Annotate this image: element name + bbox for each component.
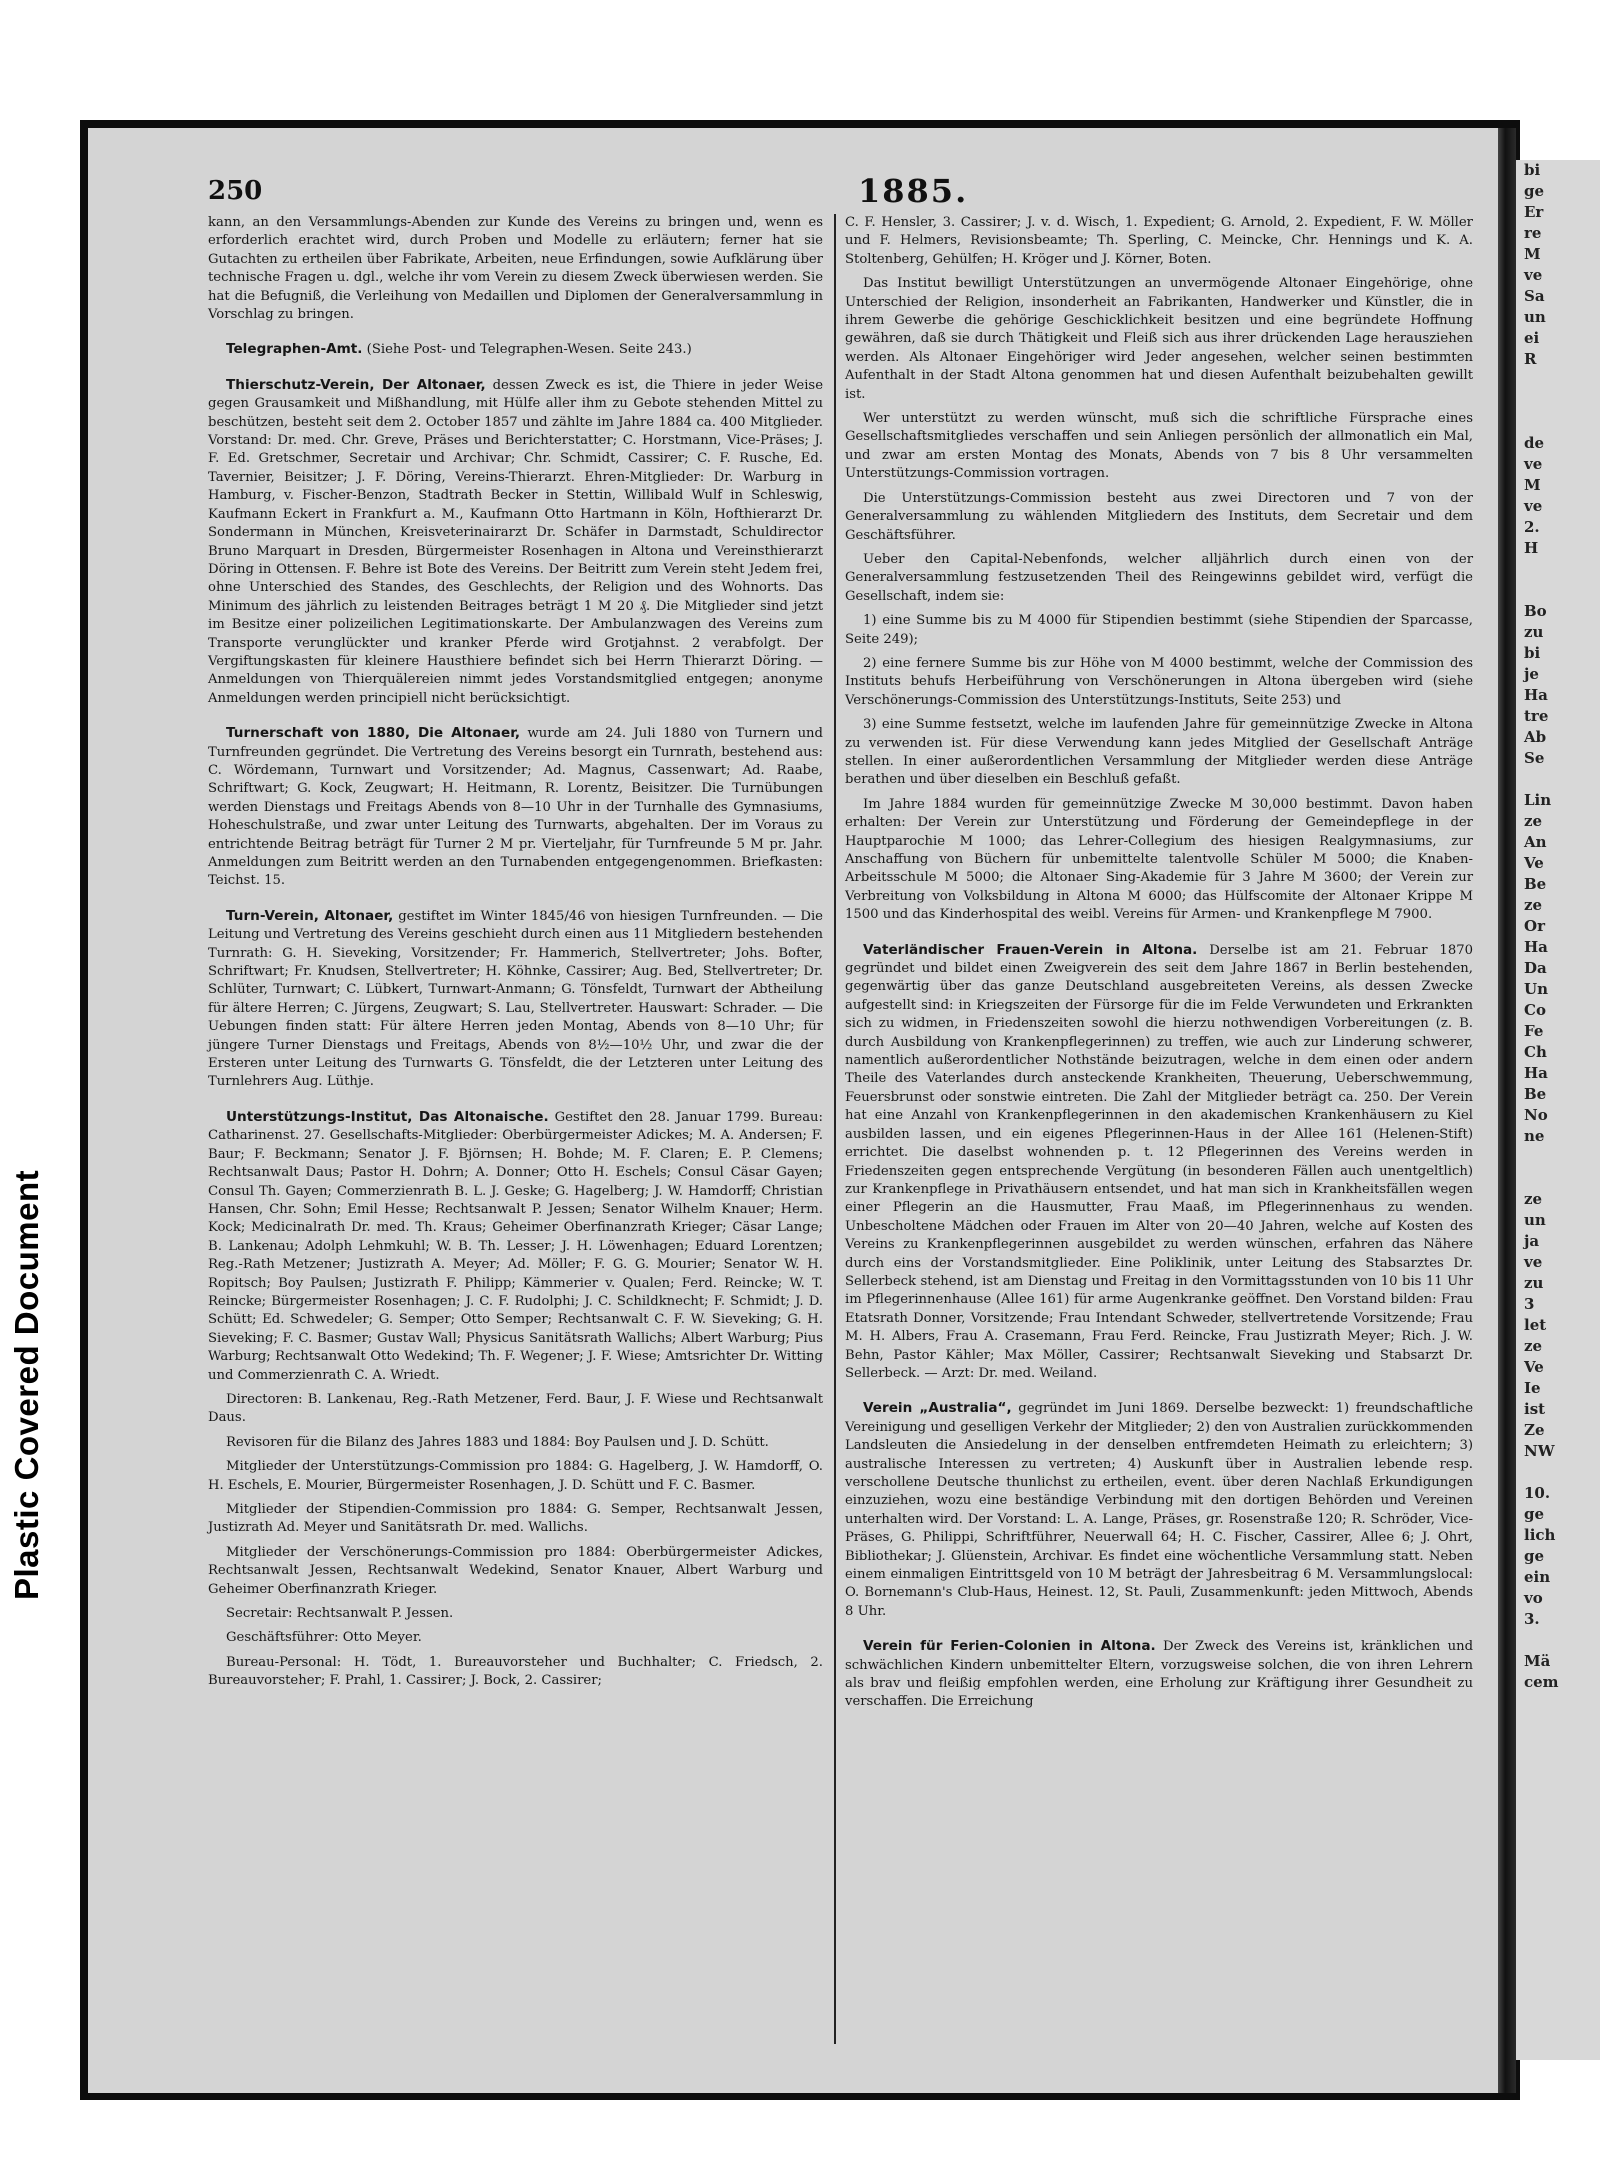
adjacent-page-fragment: ja [1524, 1232, 1540, 1250]
adjacent-page-fragment: ve [1524, 455, 1543, 473]
adjacent-page-fragment: ve [1524, 497, 1543, 515]
paragraph [845, 551, 1473, 606]
entry-text: Secretair: Rechtsanwalt P. Jessen. [226, 1606, 454, 1622]
adjacent-page-fragment: je [1524, 665, 1539, 683]
paragraph [208, 1654, 823, 1691]
entry-text: Mitglieder der Unterstützungs-Commission pro 1884: G. Hagelberg, J. W. Hamdorff, O. H. Eschels, E. Mourier, Bürgermeister Rosenhagen, J. D. Schütt und F. C. Basmer. [208, 1459, 823, 1493]
entry-heading: Telegraphen-Amt. [226, 341, 363, 358]
adjacent-page-fragment: ist [1524, 1400, 1546, 1418]
paragraph [845, 716, 1473, 790]
entry-text: Directoren: B. Lankenau, Reg.-Rath Metzener, Ferd. Baur, J. F. Wiese und Rechtsanwalt Daus. [208, 1391, 823, 1426]
adjacent-page-fragment [1516, 1630, 1600, 1651]
adjacent-page-fragment: Ie [1524, 1379, 1541, 1397]
adjacent-page-fragment: Or [1524, 917, 1545, 935]
paragraph [208, 724, 823, 891]
entry-text: Mitglieder der Stipendien-Commission pro 1884: G. Semper, Rechtsanwalt Jessen, Justizrath Ad. Meyer und Sanitätsrath Dr. med. Wallichs. [208, 1502, 823, 1536]
page-header [208, 172, 1458, 216]
adjacent-page-fragment: ge [1524, 182, 1545, 200]
adjacent-page-fragment [1516, 1147, 1600, 1168]
adjacent-page-fragment: 2. [1524, 518, 1540, 536]
paragraph [845, 275, 1473, 404]
document-page [88, 128, 1498, 2093]
entry-heading: Verein für Ferien-Colonien in Altona. [863, 1638, 1156, 1655]
adjacent-page-fragment: ne [1524, 1127, 1545, 1145]
adjacent-page-fragment [1516, 370, 1600, 391]
adjacent-page-fragment: Ha [1524, 938, 1548, 956]
right-column [845, 214, 1473, 1718]
adjacent-page-fragment: Ve [1524, 854, 1544, 872]
adjacent-page-fragment: ze [1524, 1337, 1543, 1355]
paragraph [208, 340, 823, 359]
entry-text: Ueber den Capital-Nebenfonds, welcher alljährlich durch einen von der Generalversammlung festzusetzenden Theil des Reingewinns gebildet wird, verfügt die Gesellschaft, indem sie: [845, 551, 1473, 604]
entry-text: Das Institut bewilligt Unterstützungen an unvermögende Altonaer Eingehörige, ohne Unterschied der Religion, insonderheit an Fabrikanten, Handwerker und Künstler, die in ihrem Gewerbe die gehörige Geschicklichkeit besitzen und eine begründete Hoffnung gewähren, daß sie durch Thätigkeit und Fleiß sich aus ihrer drückenden Lage herausziehen werden. Als Altonaer Eingehöriger wird Jeder angesehen, welcher seinen bestimmten Aufenthalt in der Stadt Altona genommen hat und diesen Aufenthalt beizubehalten gewillt ist. [845, 276, 1473, 402]
paragraph [845, 655, 1473, 710]
entry-text: Wer unterstützt zu werden wünscht, muß sich die schriftliche Fürsprache eines Gesellschaftsmitgliedes verschaffen und sein Anliegen persönlich der allmonatlich ein Mal, und zwar am ersten Montag des Monats, Abends von 7 bis 8 Uhr versammelten Unterstützungs-Commission vortragen. [845, 411, 1473, 482]
adjacent-page-edge [1516, 160, 1600, 2060]
adjacent-page-fragment: 3 [1524, 1295, 1535, 1313]
adjacent-page-fragment [1516, 1462, 1600, 1483]
adjacent-page-fragment: Er [1524, 203, 1544, 221]
paragraph [845, 1637, 1473, 1712]
adjacent-page-fragment: Ch [1524, 1043, 1547, 1061]
adjacent-page-fragment: vo [1524, 1589, 1543, 1607]
page-number: 250 [208, 176, 263, 206]
adjacent-page-fragment: Da [1524, 959, 1547, 977]
adjacent-page-fragment: Lin [1524, 791, 1552, 809]
paragraph [208, 1391, 823, 1428]
adjacent-page-fragment: Mä [1524, 1652, 1551, 1670]
entry-text: Geschäftsführer: Otto Meyer. [226, 1630, 422, 1646]
adjacent-page-fragment: H [1524, 539, 1539, 557]
paragraph [845, 410, 1473, 484]
paragraph [845, 796, 1473, 925]
paragraph [208, 1458, 823, 1495]
adjacent-page-fragment: lich [1524, 1526, 1556, 1544]
adjacent-page-fragment: ze [1524, 896, 1543, 914]
entry-text: Gestiftet den 28. Januar 1799. Bureau: Catharinenst. 27. Gesellschafts-Mitglieder: Oberbürgermeister Adickes; M. A. Andersen; F. Baur; F. Beckmann; Senator J. F. Björnsen; H. Bohde; M. F. Claren; E. P. Clemens; Rechtsanwalt Daus; Pastor H. Dohrn; A. Donner; Otto H. Eschels; Consul Cäsar Gayen; Consul Th. Gayen; Commerzienrath B. L. J. Geske; G. Hagelberg; J. W. Hamdorff; Christian Hansen, Chr. Sohn; Emil Hesse; Rechtsanwalt P. Jessen; Senator Wilhelm Knauer; Herm. Kock; Medicinalrath Dr. med. Th. Kraus; Geheimer Oberfinanzrath Krieger; Cäsar Lange; B. Lankenau; Adolph Lehmkuhl; W. B. Th. Lesser; J. H. Löwenhagen; Eduard Lorentzen; Reg.-Rath Metzener; Justizrath A. Meyer; Ad. Möller; F. G. G. Mourier; Senator W. H. Ropitsch; Boy Paulsen; Justizrath F. Philipp; Kämmerier v. Qualen; Ferd. Reincke; W. T. Reincke; Bürgermeister Rosenhagen; J. C. F. Rudolphi; J. C. Schildknecht; F. Schmidt; J. D. Schütt; Ed. Schwedeler; G. Semper; Otto Semper; Rechtsanwalt C. F. W. Sieveking; G. H. Sieveking; F. C. Basmer; Gustav Wall; Physicus Sanitätsrath Wallichs; Albert Warburg; Pius Warburg; Rechtsanwalt Otto Wedekind; Th. F. Wegener; J. F. Wiese; Amtsrichter Dr. Witting und Commerzienrath C. A. Wriedt. [208, 1109, 823, 1383]
paragraph [208, 1544, 823, 1599]
entry-heading: Vaterländischer Frauen-Verein in Altona. [863, 941, 1198, 958]
adjacent-page-fragment: re [1524, 224, 1542, 242]
adjacent-page-fragment: Un [1524, 980, 1548, 998]
book-gutter [1498, 128, 1516, 2093]
paragraph [208, 1605, 823, 1623]
adjacent-page-fragment: ge [1524, 1505, 1545, 1523]
page-year: 1885. [858, 172, 969, 210]
entry-heading: Verein „Australia“, [863, 1400, 1012, 1417]
entry-text: kann, an den Versammlungs-Abenden zur Kunde des Vereins zu bringen und, wenn es erforderlich erachtet wird, durch Proben und Modelle zu erläutern; ferner hat sie Gutachten zu ertheilen über Fabrikate, Arbeiten, neue Erfindungen, sowie Aufklärung über technische Fragen u. dgl., welche ihr vom Verein zu diesem Zweck überwiesen werden. Sie hat die Befugniß, die Verleihung von Medaillen und Diplomen der Generalversammlung in Vorschlag zu bringen. [208, 215, 823, 323]
adjacent-page-fragment: Co [1524, 1001, 1546, 1019]
adjacent-page-fragment [1516, 1168, 1600, 1189]
adjacent-page-fragment: ei [1524, 329, 1540, 347]
adjacent-page-fragment: Ha [1524, 686, 1548, 704]
paragraph [208, 376, 823, 708]
adjacent-page-fragment: un [1524, 308, 1546, 326]
adjacent-page-fragment: zu [1524, 623, 1544, 641]
entry-text: (Siehe Post- und Telegraphen-Wesen. Seite 243.) [366, 342, 692, 358]
adjacent-page-fragment: M [1524, 476, 1541, 494]
adjacent-page-fragment [1516, 559, 1600, 580]
adjacent-page-fragment: Bo [1524, 602, 1547, 620]
adjacent-page-fragment: 10. [1524, 1484, 1551, 1502]
entry-text: Revisoren für die Bilanz des Jahres 1883 und 1884: Boy Paulsen und J. D. Schütt. [226, 1434, 769, 1450]
paragraph [208, 1434, 823, 1452]
adjacent-page-fragment: let [1524, 1316, 1547, 1334]
entry-heading: Thierschutz-Verein, Der Altonaer, [226, 376, 486, 393]
entry-text: 3) eine Summe festsetzt, welche im laufenden Jahre für gemeinnützige Zwecke in Altona zu verwenden ist. Für diese Verwendung kann jedes Mitglied der Gesellschaft Anträge stellen. In einer außerordentlichen Versammlung der Mitglieder werden diese Anträge berathen und über dieselben ein Beschluß gefaßt. [845, 717, 1473, 788]
entry-text: dessen Zweck es ist, die Thiere in jeder Weise gegen Grausamkeit und Mißhandlung, mit Hülfe aller ihm zu Gebote stehenden Mittel zu beschützen, besteht seit dem 2. October 1857 und zählte im Jahre 1884 ca. 400 Mitglieder. Vorstand: Dr. med. Chr. Greve, Präses und Berichterstatter; C. Horstmann, Vice-Präses; J. F. Ed. Gretschmer, Secretair und Archivar; Chr. Schmidt, Cassirer; C. F. Rusche, Ed. Tavernier, Beisitzer; J. F. Döring, Vereins-Thierarzt. Ehren-Mitglieder: Dr. Warburg in Hamburg, v. Fischer-Benzon, Stadtrath Becker in Stettin, Willibald Wulf in Schleswig, Kaufmann Eckert in Frankfurt a. M., Kaufmann Otto Hartmann in Köln, Hofthierarzt Dr. Sondermann in München, Kreisveterinairarzt Dr. Schäfer in Darmstadt, Schuldirector Bruno Marquart in Dresden, Bürgermeister Rosenhagen in Altona und Vereinsthierarzt Döring in Ottensen. F. Behre ist Bote des Vereins. Der Beitritt zum Verein steht Jedem frei, ohne Unterschied des Standes, des Geschlechts, der Religion und des Wohnorts. Das Minimum des jährlich zu leistenden Beitrages beträgt 1 M 20 ₰. Die Mitglieder sind jetzt im Besitze einer polizeilichen Legitimationskarte. Der Ambulanzwagen des Vereins zum Transporte verunglückter und kranker Pferde wird Grotjahnst. 2 verabfolgt. Der Vergiftungskasten für kleinere Hausthiere befindet sich bei Herrn Thierarzt Döring. — Anmeldungen von Thierquälereien nimmt jedes Vorstandsmitglied entgegen; anonyme Anmeldungen werden principiell nicht berücksichtigt. [208, 377, 824, 706]
adjacent-page-fragment: ve [1524, 266, 1543, 284]
adjacent-page-fragment: M [1524, 245, 1541, 263]
adjacent-page-fragment: bi [1524, 161, 1541, 179]
adjacent-page-fragment: ze [1524, 1190, 1543, 1208]
paragraph [845, 490, 1473, 545]
entry-text: C. F. Hensler, 3. Cassirer; J. v. d. Wisch, 1. Expedient; G. Arnold, 2. Expedient, F. W. Möller und F. Helmers, Revisionsbeamte; Th. Sperling, C. Meincke, Chr. Hennings und K. A. Stoltenberg, Gehülfen; H. Kröger und J. Körner, Boten. [845, 215, 1473, 267]
adjacent-page-fragment: ein [1524, 1568, 1551, 1586]
adjacent-page-fragment: R [1524, 350, 1537, 368]
paragraph [208, 1108, 823, 1385]
entry-text: 1) eine Summe bis zu M 4000 für Stipendien bestimmt (siehe Stipendien der Sparcasse, Seite 249); [845, 613, 1473, 647]
entry-text: Derselbe ist am 21. Februar 1870 gegründet und bildet einen Zweigverein des seit dem Jahre 1867 in Berlin bestehenden, gegenwärtig über das ganze Deutschland ausgebreiteten Vereins, als dessen Zwecke aufgestellt sind: in Kriegszeiten der Fürsorge für die im Felde Verwundeten und Erkrankten sich zu widmen, in Friedenszeiten sowohl die hierzu nothwendigen Vorbereitungen (z. B. durch Ausbildung von Krankenpflegerinnen) zu treffen, wie auch zur Linderung schwerer, namentlich außerordentlicher Nothstände beizutragen, welche in dem einen oder andern Theile des Vaterlandes durch ansteckende Krankheiten, Theuerung, Ueberschwemmung, Feuersbrunst oder sonstwie eintreten. Die Zahl der Mitglieder beträgt ca. 250. Der Verein hat eine Anzahl von Krankenpflegerinnen in den akademischen Krankenhäusern zu Kiel ausbilden lassen, und ein eigenes Pflegerinnen-Haus in der Allee 161 (Helenen-Stift) errichtet. Die daselbst wohnenden p. t. 12 Pflegerinnen des Vereins werden in Friedenszeiten gegen entsprechende Vergütung (in besonderen Fällen auch unentgeltlich) zur Krankenpflege in Privathäusern entsendet, und hat man sich in Krankheitsfällen wegen einer Pflegerin an die Hausmutter, Frau Maaß, im Pflegerinnenhaus zu wenden. Unbescholtene Mädchen oder Frauen im Alter von 20—40 Jahren, welche auf Kosten des Vereins zu Krankenpflegerinnen ausgebildet zu werden wünschen, erfahren das Nähere durch eins der Vorstandsmitglieder. Eine Poliklinik, unter Leitung des Stabsarztes Dr. Sellerbeck stehend, ist am Dienstag und Freitag in den Vormittagsstunden von 10 bis 11 Uhr im Pflegerinnenhause (Allee 161) für arme Augenkranke geöffnet. Den Vorstand bilden: Frau Etatsrath Donner, Vorsitzende; Frau Intendant Schweder, stellvertretende Vorsitzende; Frau M. H. Albers, Frau A. Crasemann, Frau Ferd. Reincke, Frau Justizrath Meyer; Rich. J. W. Behn, Pastor Kähler; Max Möller, Cassirer; Rechtsanwalt Sieveking und Stabsarzt Dr. Sellerbeck. — Arzt: Dr. med. Weiland. [845, 942, 1473, 1381]
adjacent-page-fragment: tre [1524, 707, 1549, 725]
adjacent-page-fragment: Sa [1524, 287, 1545, 305]
paragraph [845, 612, 1473, 649]
adjacent-page-fragment: ze [1524, 812, 1543, 830]
entry-text: gestiftet im Winter 1845/46 von hiesigen Turnfreunden. — Die Leitung und Vertretung des Vereins geschieht durch einen aus 11 Mitgliedern bestehenden Turnrath: G. H. Sieveking, Vorsitzender; Fr. Hammerich, Stellvertreter; Johs. Bofter, Schriftwart; Fr. Knudsen, Stellvertreter; H. Köhnke, Cassirer; Aug. Bed, Stellvertreter; Dr. Schlüter, Turnwart; C. Lübkert, Turnwart-Anmann; G. Tönsfeldt, Turnwart der Abtheilung für ältere Herren; C. Jürgens, Zeugwart; S. Lau, Stellvertreter. Hauswart: Schrader. — Die Uebungen finden statt: Für ältere Herren jeden Montag, Abends von 8—10 Uhr; für jüngere Turner Dienstags und Freitags, Abends von 8½—10½ Uhr, und zwar die der Ersteren unter Leitung des Turnwarts G. Tönsfeldt, die der Letzteren unter Leitung des Turnlehrers Aug. Lüthje. [208, 908, 823, 1090]
left-column [208, 214, 823, 1697]
adjacent-page-fragment: Se [1524, 749, 1545, 767]
entry-text: Die Unterstützungs-Commission besteht aus zwei Directoren und 7 von der Generalversammlung zu wählenden Mitgliedern des Instituts, dem Secretair und dem Geschäftsführer. [845, 490, 1473, 543]
side-label-area [0, 0, 70, 2177]
entry-text: gegründet im Juni 1869. Derselbe bezweckt: 1) freundschaftliche Vereinigung und geselligen Verkehr der Mitglieder; 2) den von Australien zurückkommenden Landsleuten die Ansiedelung in der denselben entfremdeten Heimath zu erleichtern; 3) australische Interessen zu vertreten; 4) Auskunft über in Australien lebende resp. verschollene Deutsche thunlichst zu ertheilen, event. über deren Nachlaß Erkundigungen einzuziehen, wozu eine beständige Verbindung mit den dortigen Behörden und Vereinen unterhalten wird. Der Vorstand: L. A. Lange, Präses, gr. Rosenstraße 120; R. Schröder, Vice-Präses, G. Philippi, Schriftführer, Neuerwall 64; H. C. Fischer, Cassirer, Allee 6; J. Ohrt, Bibliothekar; J. Glüenstein, Archivar. Es findet eine wöchentliche Versammlung statt. Neben einem einmaligen Eintrittsgeld von 10 M beträgt der Jahresbeitrag 6 M. Versammlungslocal: O. Bornemann's Club-Haus, Heinest. 12, St. Pauli, Zusammenkunft: jeden Mittwoch, Abends 8 Uhr. [845, 1401, 1473, 1619]
paragraph [208, 1501, 823, 1538]
adjacent-page-fragment: ve [1524, 1253, 1543, 1271]
adjacent-page-fragment: No [1524, 1106, 1548, 1124]
paragraph [845, 214, 1473, 269]
side-label: Plastic Covered Document [8, 1169, 45, 1600]
entry-text: wurde am 24. Juli 1880 von Turnern und Turnfreunden gegründet. Die Vertretung des Vereins besorgt ein Turnrath, bestehend aus: C. Wördemann, Turnwart und Vorsitzender; Ad. Magnus, Cassenwart; Ad. Raabe, Schriftwart; G. Kock, Zeugwart; H. Heitmann, R. Lorentz, Beisitzer. Die Turnübungen werden Dienstags und Freitags Abends von 8—10 Uhr in der Turnhalle des Gymnasiums, Hoheschulstraße, und zwar unter Leitung des Turnwarts, abgehalten. Der im Voraus zu entrichtende Beitrag beträgt für Turner 2 M pr. Vierteljahr, für Turnfreunde 5 M pr. Jahr. Anmeldungen zum Beitritt werden an den Turnabenden entgegengenommen. Briefkasten: Teichst. 15. [208, 726, 823, 889]
adjacent-page-fragment [1516, 769, 1600, 790]
entry-text: Der Zweck des Vereins ist, kränklichen und schwächlichen Kindern unbemittelter Eltern, vorzugsweise solchen, die von ihren Lehrern als brav und fleißig empfohlen werden, eine Erholung zur Kräftigung ihrer Gesundheit zu verschaffen. Die Erreichung [845, 1639, 1474, 1710]
adjacent-page-fragment [1516, 580, 1600, 601]
adjacent-page-fragment: ge [1524, 1547, 1545, 1565]
adjacent-page-fragment: bi [1524, 644, 1541, 662]
adjacent-page-fragment: NW [1524, 1442, 1555, 1460]
adjacent-page-fragment: cem [1524, 1673, 1559, 1691]
adjacent-page-fragment [1516, 391, 1600, 412]
entry-text: Im Jahre 1884 wurden für gemeinnützige Zwecke M 30,000 bestimmt. Davon haben erhalten: Der Verein zur Unterstützung und Förderung der Gemeindepflege in der Hauptparochie M 1000; das Lehrer-Collegium des hiesigen Realgymnasiums, zur Anschaffung von Büchern für unbemittelte talentvolle Schüler M 5000; die Knaben-Arbeitsschule M 5000; die Altonaer Sing-Akademie für 3 Jahre M 3600; der Verein zur Verbreitung von Volksbildung in Altona M 6000; das Hülfscomite der Altonaer Krippe M 1500 und das Kinderhospital des weibl. Vereins für Armen- und Krankenpflege M 7900. [845, 796, 1473, 923]
adjacent-page-fragment: An [1524, 833, 1547, 851]
adjacent-page-fragment: Ab [1524, 728, 1547, 746]
adjacent-page-fragment: Be [1524, 875, 1547, 893]
adjacent-page-fragment: un [1524, 1211, 1546, 1229]
entry-heading: Unterstützungs-Institut, Das Altonaische. [226, 1108, 549, 1125]
adjacent-page-fragment: Be [1524, 1085, 1547, 1103]
adjacent-page-fragment: Ve [1524, 1358, 1544, 1376]
paragraph [845, 1399, 1473, 1621]
adjacent-page-fragment: 3. [1524, 1610, 1540, 1628]
adjacent-page-fragment: Ze [1524, 1421, 1545, 1439]
column-divider [834, 214, 836, 2044]
adjacent-page-fragment: zu [1524, 1274, 1544, 1292]
entry-text: 2) eine fernere Summe bis zur Höhe von M 4000 bestimmt, welche der Commission des Instituts behufs Herbeiführung von Verschönerungen in Altona übergeben wird (siehe Verschönerungs-Commission des Unterstützungs-Instituts, Seite 253) und [845, 655, 1473, 708]
adjacent-page-fragment: de [1524, 434, 1545, 452]
paragraph [208, 907, 823, 1092]
adjacent-page-fragment: Fe [1524, 1022, 1544, 1040]
adjacent-page-fragment [1516, 412, 1600, 433]
paragraph [208, 214, 823, 324]
entry-text: Mitglieder der Verschönerungs-Commission pro 1884: Oberbürgermeister Adickes, Rechtsanwalt Jessen, Rechtsanwalt Wedekind, Senator Knauer, Albert Warburg und Geheimer Oberfinanzrath Krieger. [208, 1544, 823, 1597]
entry-heading: Turnerschaft von 1880, Die Altonaer, [226, 725, 521, 742]
adjacent-page-fragment: Ha [1524, 1064, 1548, 1082]
paragraph [845, 941, 1473, 1384]
paragraph [208, 1629, 823, 1647]
entry-heading: Turn-Verein, Altonaer, [226, 907, 394, 924]
entry-text: Bureau-Personal: H. Tödt, 1. Bureauvorsteher und Buchhalter; C. Friedsch, 2. Bureauvorsteher; F. Prahl, 1. Cassirer; J. Bock, 2. Cassirer; [208, 1654, 823, 1689]
